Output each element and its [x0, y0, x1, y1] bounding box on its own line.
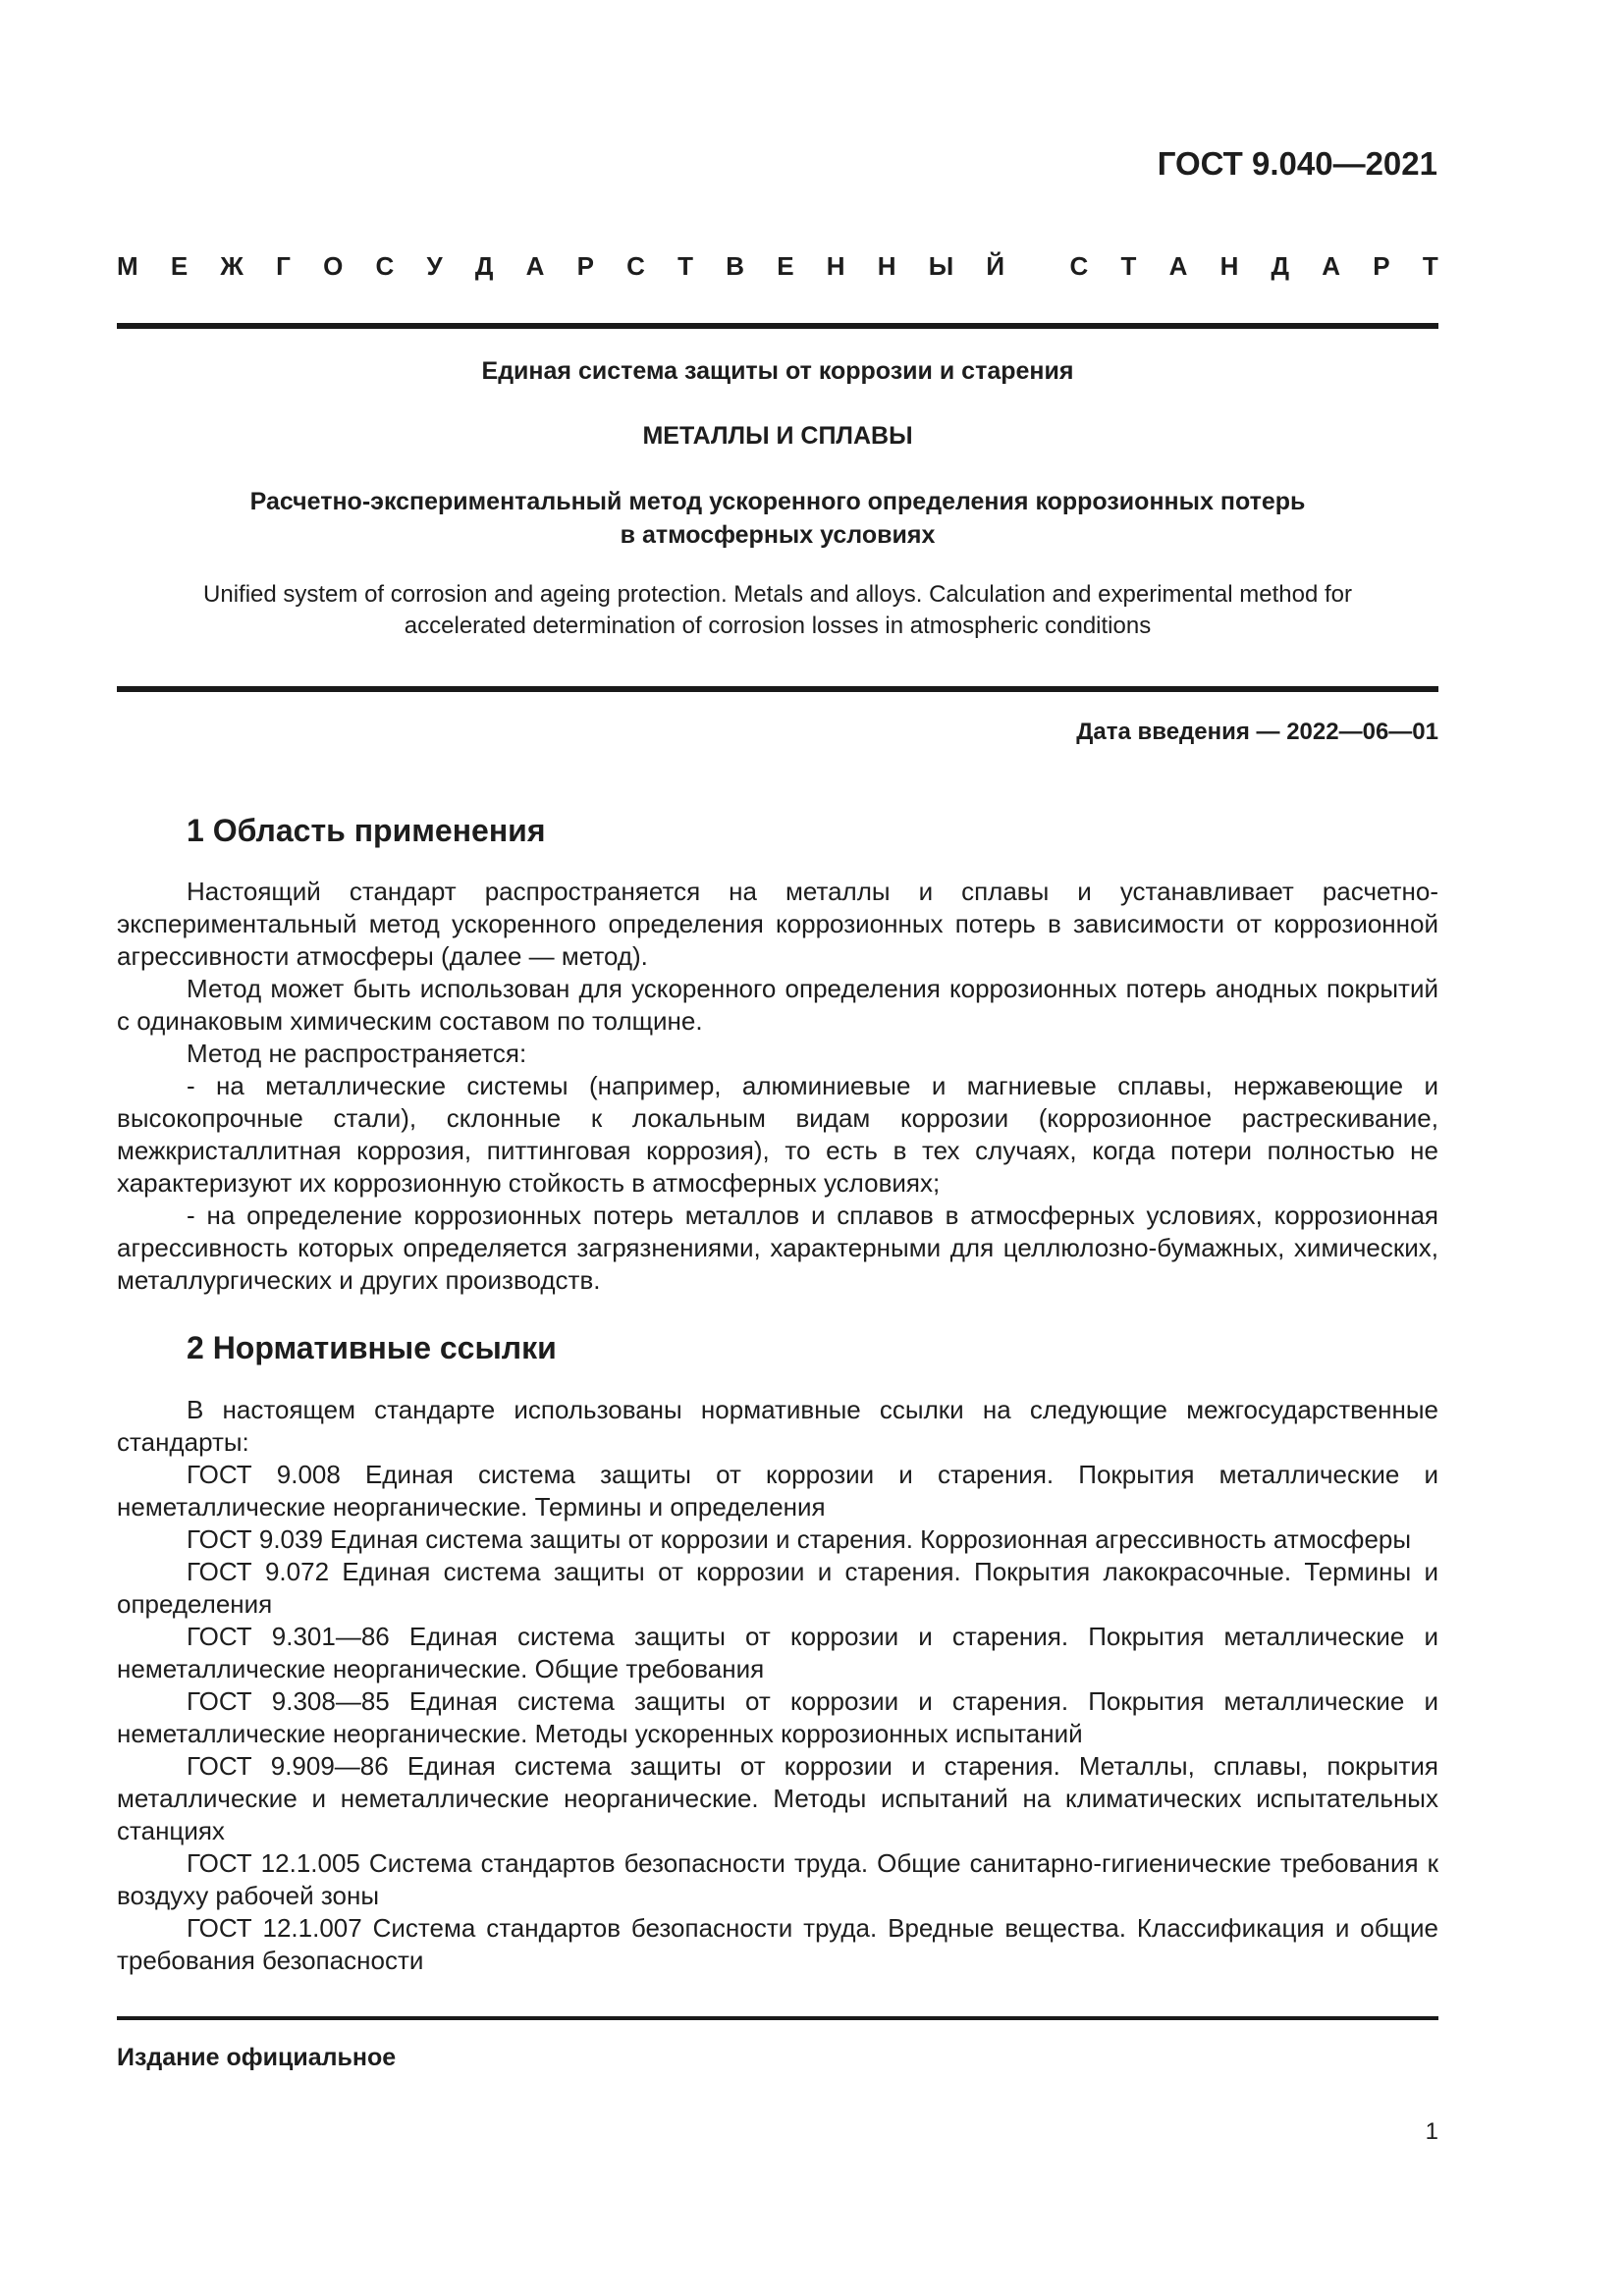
banner-letter: С	[1069, 251, 1089, 281]
banner-letter: А	[525, 251, 545, 281]
reference-item: ГОСТ 9.301—86 Единая система защиты от коррозии и старения. Покрытия металлические и неметаллические неорганические. Общие требования	[117, 1622, 1438, 1683]
banner-letter: С	[375, 251, 395, 281]
title-divider	[117, 686, 1438, 692]
banner-letter: Н	[1219, 251, 1239, 281]
introduction-date: Дата введения — 2022—06—01	[1076, 719, 1438, 745]
banner-letter: Р	[576, 251, 594, 281]
subtitle-line: в атмосферных условиях	[620, 521, 936, 549]
banner-letter: Г	[276, 251, 291, 281]
page-number: 1	[1425, 2118, 1438, 2145]
section-2-body	[117, 1394, 1438, 1977]
banner-letter: А	[1168, 251, 1188, 281]
banner-letter: Е	[777, 251, 794, 281]
banner-letter: Н	[877, 251, 896, 281]
banner-letter: Т	[677, 251, 694, 281]
banner-letter: Ы	[928, 251, 954, 281]
banner-letter: Ж	[220, 251, 244, 281]
reference-item: ГОСТ 9.308—85 Единая система защиты от коррозии и старения. Покрытия металлические и неметаллические неорганические. Методы ускоренных коррозионных испытаний	[117, 1686, 1438, 1748]
english-title-line: Unified system of corrosion and ageing protection. Metals and alloys. Calculation and experimental method for	[203, 581, 1352, 608]
reference-item: ГОСТ 9.039 Единая система защиты от коррозии и старения. Коррозионная агрессивность атмосферы	[187, 1524, 1412, 1554]
paragraph: - на металлические системы (например, алюминиевые и магниевые сплавы, нержавеющие и высокопрочные стали), склонные к локальным видам коррозии (коррозионное растрескивание, межкристаллитная коррозия, питтинговая коррозия), то есть в тех случаях, когда потери полностью не характеризуют их коррозионную стойкость в атмосферных условиях;	[117, 1071, 1438, 1198]
subtitle-line: Расчетно-экспериментальный метод ускоренного определения коррозионных потерь	[249, 488, 1306, 515]
reference-item: ГОСТ 9.909—86 Единая система защиты от коррозии и старения. Металлы, сплавы, покрытия металлические и неметаллические неорганические. Методы испытаний на климатических испытательных станциях	[117, 1751, 1438, 1845]
banner-letter: С	[626, 251, 645, 281]
edition-label: Издание официальное	[117, 2044, 397, 2071]
document-code: ГОСТ 9.040—2021	[1157, 145, 1437, 182]
standard-type-banner	[117, 251, 1438, 282]
system-title: Единая система защиты от коррозии и старения	[481, 357, 1074, 385]
banner-letter: О	[323, 251, 344, 281]
banner-letter: Т	[1120, 251, 1137, 281]
subtitle	[117, 485, 1438, 552]
banner-letter: Т	[1422, 251, 1438, 281]
reference-item: ГОСТ 12.1.005 Система стандартов безопасности труда. Общие санитарно-гигиенические требования к воздуху рабочей зоны	[117, 1848, 1438, 1910]
banner-letter: Е	[170, 251, 189, 281]
section-1-heading: 1 Область применения	[187, 813, 546, 848]
footer-divider	[117, 2016, 1438, 2020]
banner-letter: У	[426, 251, 443, 281]
paragraph: Метод может быть использован для ускоренного определения коррозионных потерь анодных покрытий с одинаковым химическим составом по толщине.	[117, 974, 1438, 1036]
banner-letter: Р	[1373, 251, 1390, 281]
english-title	[117, 579, 1438, 642]
section-2-heading: 2 Нормативные ссылки	[187, 1330, 557, 1365]
banner-letter: Н	[826, 251, 845, 281]
reference-item: ГОСТ 9.072 Единая система защиты от коррозии и старения. Покрытия лакокрасочные. Термины и определения	[117, 1557, 1438, 1619]
section-1-body	[117, 876, 1438, 1297]
top-divider	[117, 323, 1438, 329]
english-title-line: accelerated determination of corrosion losses in atmospheric conditions	[404, 613, 1152, 639]
banner-letter: А	[1322, 251, 1341, 281]
paragraph: В настоящем стандарте использованы нормативные ссылки на следующие межгосударственные стандарты:	[117, 1395, 1438, 1457]
banner-letter: Д	[474, 251, 494, 281]
reference-item: ГОСТ 12.1.007 Система стандартов безопасности труда. Вредные вещества. Классификация и общие требования безопасности	[117, 1913, 1438, 1975]
paragraph: Настоящий стандарт распространяется на металлы и сплавы и устанавливает расчетно-экспериментальный метод ускоренного определения коррозионных потерь в зависимости от коррозионной агрессивности атмосферы (далее — метод).	[117, 877, 1438, 971]
reference-item: ГОСТ 9.008 Единая система защиты от коррозии и старения. Покрытия металлические и неметаллические неорганические. Термины и определения	[117, 1460, 1438, 1522]
banner-letter: Й	[986, 251, 1005, 281]
banner-letter: Д	[1271, 251, 1290, 281]
paragraph: Метод не распространяется:	[187, 1039, 527, 1068]
main-title: МЕТАЛЛЫ И СПЛАВЫ	[642, 422, 913, 450]
banner-letter: В	[726, 251, 745, 281]
paragraph: - на определение коррозионных потерь металлов и сплавов в атмосферных условиях, коррозионная агрессивность которых определяется загрязнениями, характерными для целлюлозно-бумажных, химических, металлургических и других производств.	[117, 1201, 1438, 1295]
banner-letter: М	[117, 251, 138, 281]
